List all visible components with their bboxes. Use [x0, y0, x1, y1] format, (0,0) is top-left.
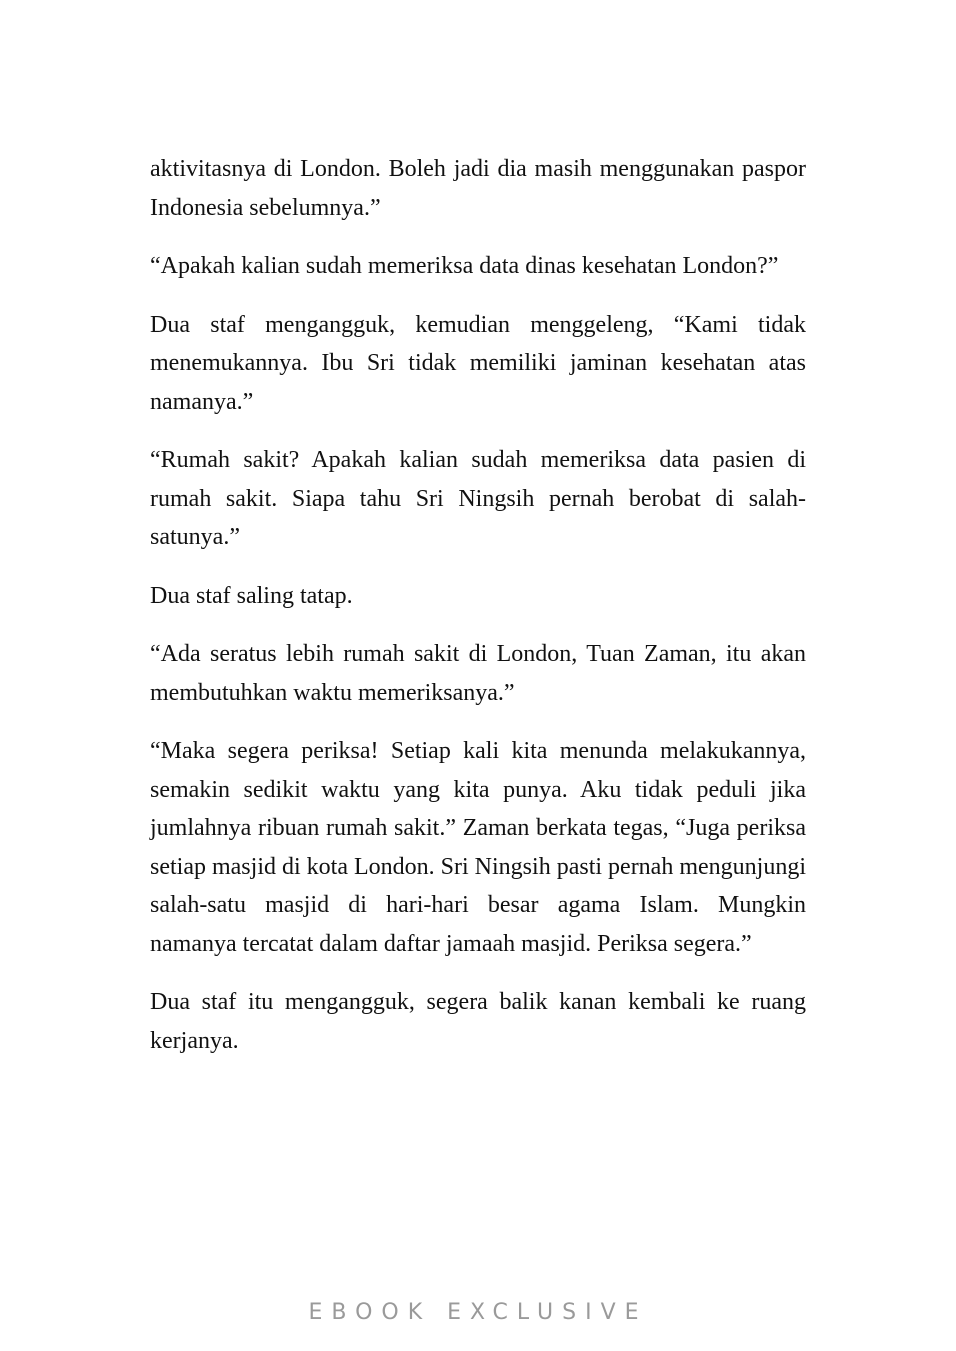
paragraph: Dua staf mengangguk, kemudian menggeleng, “Kami tidak menemukannya. Ibu Sri tidak memiliki jaminan kesehatan atas namanya.” [150, 311, 806, 415]
page-body [150, 150, 806, 1080]
paragraph: Dua staf saling tatap. [150, 582, 353, 609]
paragraph: “Ada seratus lebih rumah sakit di London, Tuan Zaman, itu akan membutuhkan waktu memeriksanya.” [150, 641, 806, 706]
paragraph: aktivitasnya di London. Boleh jadi dia masih menggunakan paspor Indonesia sebelumnya.” [150, 156, 806, 221]
paragraph: “Apakah kalian sudah memeriksa data dinas kesehatan London?” [150, 253, 779, 279]
paragraph: Dua staf itu mengangguk, segera balik kanan kembali ke ruang kerjanya. [150, 989, 806, 1054]
footer-label: EBOOK EXCLUSIVE [308, 1300, 648, 1325]
paragraph: “Rumah sakit? Apakah kalian sudah memeriksa data pasien di rumah sakit. Siapa tahu Sri Ningsih pernah berobat di salah-satunya.” [150, 447, 806, 550]
paragraph: “Maka segera periksa! Setiap kali kita menunda melakukannya, semakin sedikit waktu yang kita punya. Aku tidak peduli jika jumlahnya ribuan rumah sakit.” Zaman berkata tegas, “Juga periksa setiap masjid di kota London. Sri Ningsih pasti pernah mengunjungi salah-satu masjid di hari-hari besar agama Islam. Mungkin namanya tercatat dalam daftar jamaah masjid. Periksa segera.” [150, 738, 806, 957]
